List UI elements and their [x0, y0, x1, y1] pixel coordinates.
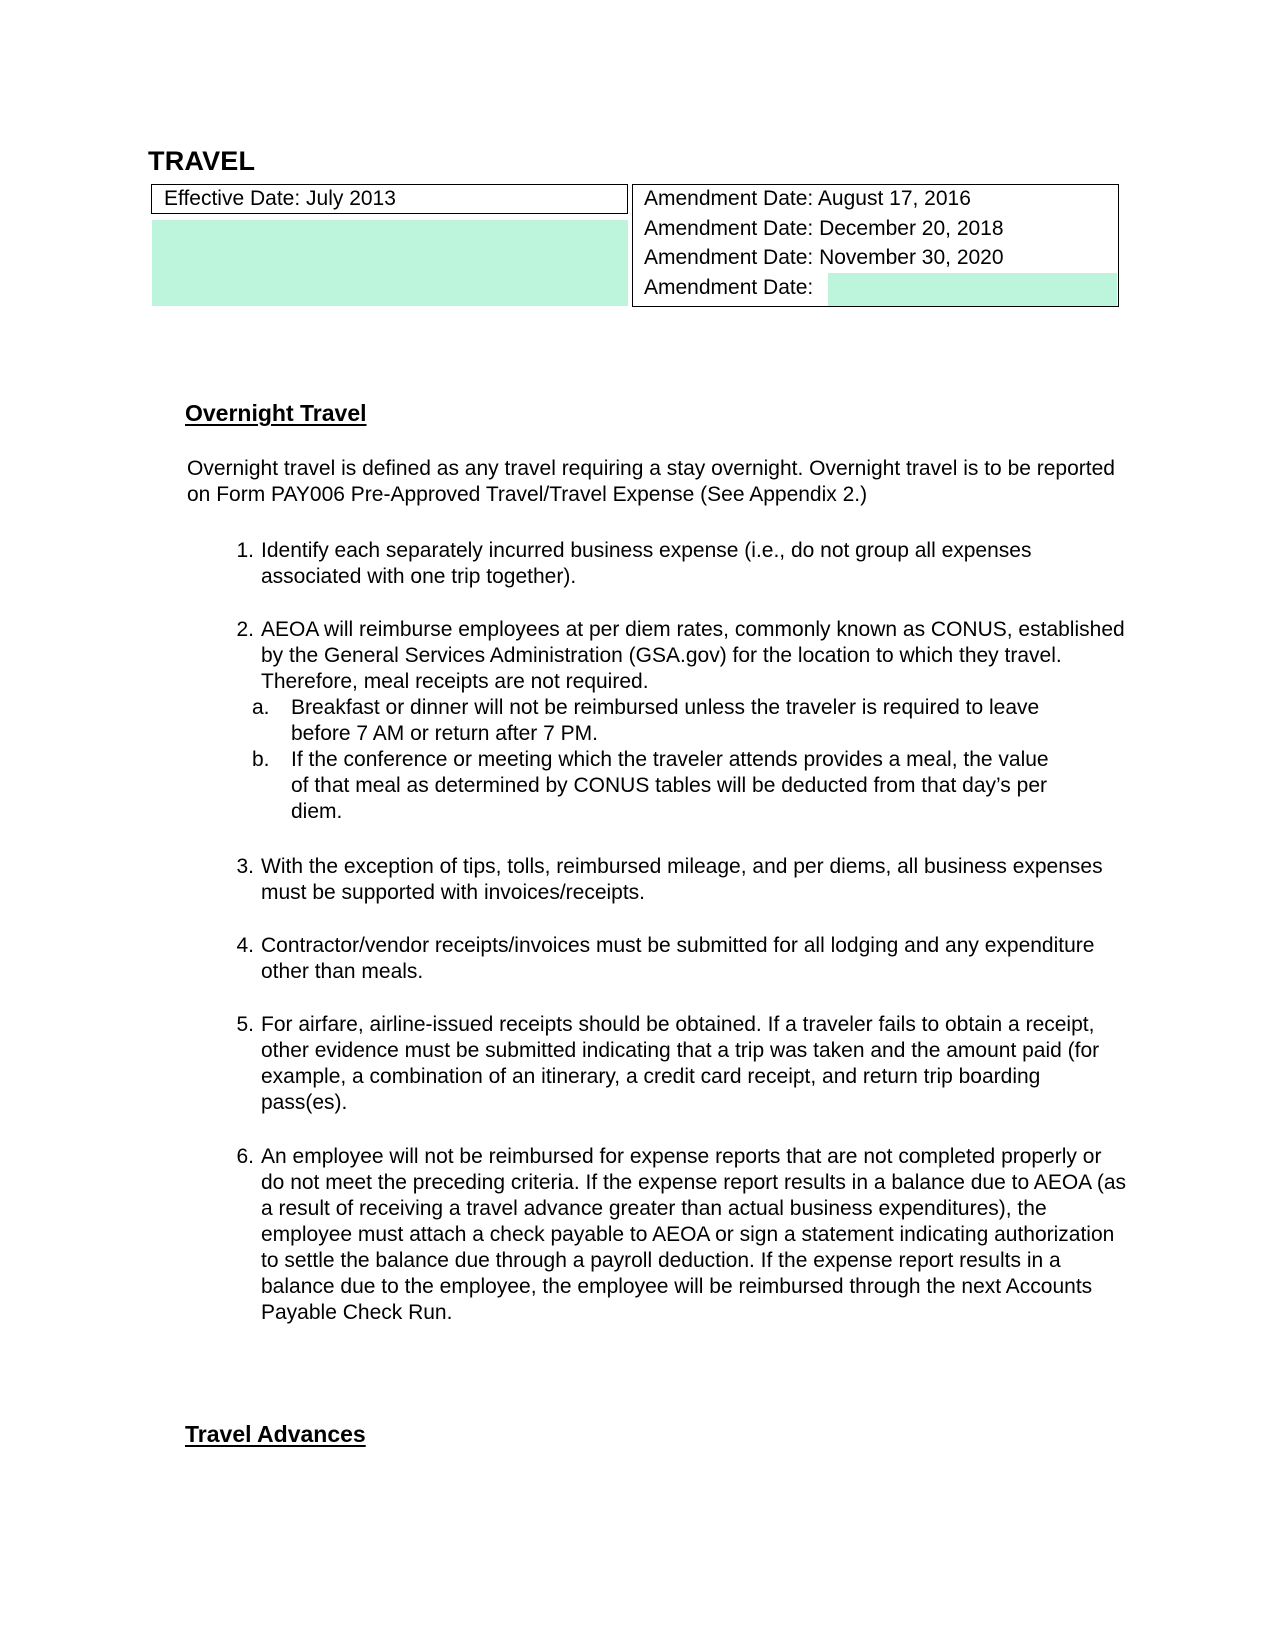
- list-item-number: 1.: [236, 539, 254, 562]
- list-item-number: 6.: [236, 1145, 254, 1168]
- list-item-text: Contractor/vendor receipts/invoices must be submitted for all lodging and any expenditure other than meals.: [261, 934, 1095, 983]
- overnight-travel-heading: Overnight Travel: [185, 400, 367, 426]
- list-item-text: An employee will not be reimbursed for expense reports that are not completed properly or do not meet the preceding criteria. If the expense report results in a balance due to AEOA (as a result of receiving a travel advance greater than actual business expenditures), the employee must attach a check payable to AEOA or sign a statement indicating authorization to settle the balance due through a payroll deduction. If the expense report results in a balance due to the employee, the employee will be reimbursed through the next Accounts Payable Check Run.: [261, 1145, 1127, 1324]
- list-item: [216, 854, 1126, 906]
- sub-list-item: [252, 747, 1056, 825]
- amendment-date-1: Amendment Date: August 17, 2016: [644, 187, 971, 210]
- sub-list-item-letter: b.: [252, 748, 270, 771]
- effective-date-cell: [151, 184, 628, 214]
- list-item-text: For airfare, airline-issued receipts should be obtained. If a traveler fails to obtain a receipt, other evidence must be submitted indicating that a trip was taken and the amount paid (for example, a combination of an itinerary, a credit card receipt, and return trip boarding pass(es).: [261, 1013, 1100, 1114]
- amendment-date-3: Amendment Date: November 30, 2020: [644, 246, 1004, 269]
- list-item-number: 2.: [236, 618, 254, 641]
- list-item-text: With the exception of tips, tolls, reimbursed mileage, and per diems, all business expenses must be supported with invoices/receipts.: [261, 855, 1103, 904]
- page-title: TRAVEL: [148, 146, 256, 176]
- list-item: [216, 1144, 1126, 1326]
- sub-list-item-text: Breakfast or dinner will not be reimbursed unless the traveler is required to leave before 7 AM or return after 7 PM.: [291, 696, 1040, 745]
- amendment-date-highlight-field: [828, 273, 1117, 306]
- sub-list-item-letter: a.: [252, 696, 270, 719]
- amendment-date-2: Amendment Date: December 20, 2018: [644, 217, 1004, 240]
- sub-list-item-text: If the conference or meeting which the traveler attends provides a meal, the value of that meal as determined by CONUS tables will be deducted from that day’s per diem.: [291, 748, 1049, 823]
- list-item-number: 4.: [236, 934, 254, 957]
- list-item: [216, 617, 1126, 825]
- list-item: [216, 538, 1126, 590]
- sub-list-item: [252, 695, 1056, 747]
- list-item-text: AEOA will reimburse employees at per diem rates, commonly known as CONUS, established by the General Services Administration (GSA.gov) for the location to which they travel. Therefore, meal receipts are not required.: [261, 618, 1125, 693]
- list-item-number: 5.: [236, 1013, 254, 1036]
- amendment-dates-cell: [632, 184, 1119, 307]
- list-item: [216, 933, 1126, 985]
- effective-date-highlight-field: [152, 220, 628, 306]
- travel-advances-heading: Travel Advances: [185, 1421, 366, 1447]
- list-item-text: Identify each separately incurred business expense (i.e., do not group all expenses associated with one trip together).: [261, 539, 1032, 588]
- effective-date: Effective Date: July 2013: [164, 187, 396, 210]
- list-item: [216, 1012, 1126, 1116]
- overnight-intro: Overnight travel is defined as any travel requiring a stay overnight. Overnight travel is to be reported on Form PAY006 Pre-Approved Travel/Travel Expense (See Appendix 2.): [187, 457, 1115, 506]
- list-item-number: 3.: [236, 855, 254, 878]
- amendment-date-4: Amendment Date:: [644, 276, 814, 299]
